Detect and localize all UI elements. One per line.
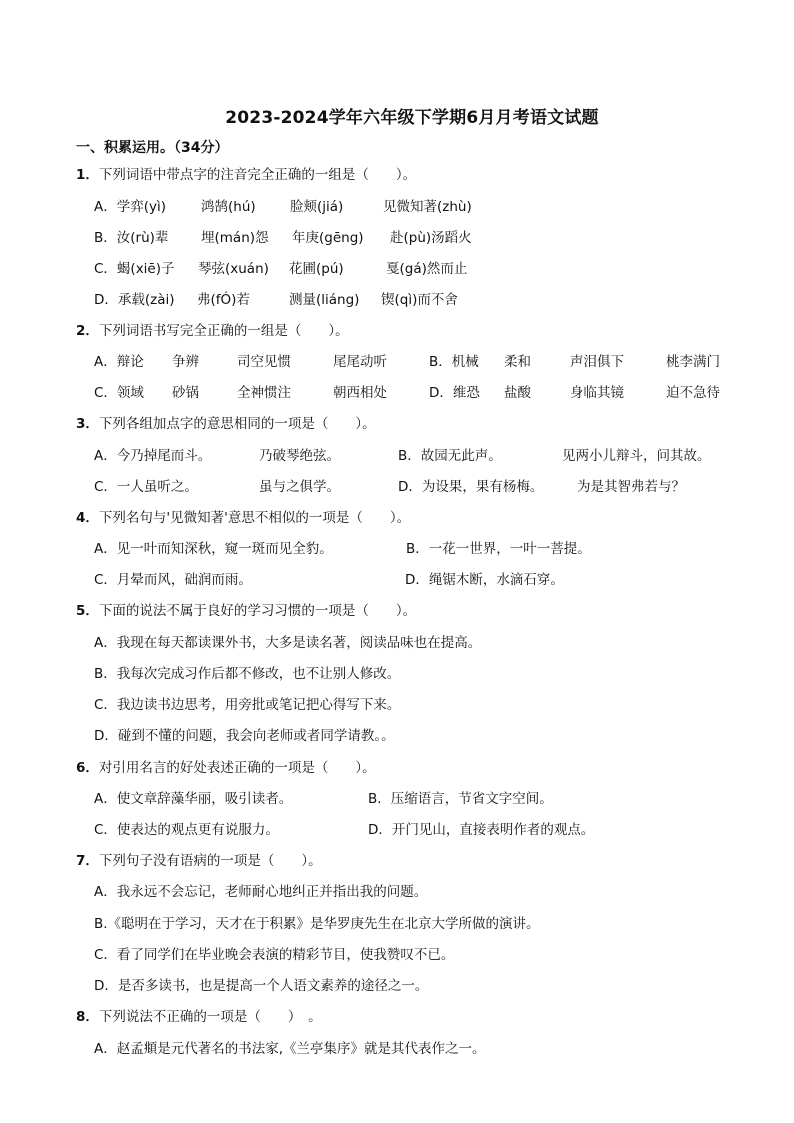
question-6 (76, 759, 376, 777)
option-item: 尾尾动听 (333, 354, 387, 370)
question-stem: 下列词语书写完全正确的一组是（ ）。 (98, 323, 349, 339)
question-8 (76, 1008, 322, 1026)
option-item: B．汝(rù)辈 (94, 230, 169, 246)
q7-option-c: C．看了同学们在毕业晚会表演的精彩节目，使我赞叹不已。 (94, 947, 455, 963)
option-item: 琴弦(xuán) (198, 261, 269, 277)
question-5 (76, 602, 416, 620)
option-item: 声泪俱下 (570, 354, 624, 370)
option-item: B．故园无此声。 (398, 448, 502, 464)
option-item: C．使表达的观点更有说服力。 (94, 822, 279, 838)
option-item: 虽与之俱学。 (259, 479, 340, 495)
question-3 (76, 415, 376, 433)
option-item: 全神惯注 (237, 385, 291, 401)
option-item: A．辩论 (94, 354, 144, 370)
page-title: 2023-2024学年六年级下学期6月月考语文试题 (225, 108, 599, 128)
option-item: B．一花一世界，一叶一菩提。 (406, 541, 591, 557)
option-item: 身临其镜 (570, 385, 624, 401)
question-stem: 对引用名言的好处表述正确的一项是（ ）。 (98, 760, 376, 776)
option-item: D．为设果，果有杨梅。 (398, 479, 544, 495)
option-item: D．承载(zài) (94, 292, 175, 308)
option-item: B．机械 (429, 354, 479, 370)
option-item: 戛(gá)然而止 (386, 261, 468, 277)
option-item: 朝西相处 (333, 385, 387, 401)
question-number: 5． (76, 603, 99, 619)
option-item: 争辨 (172, 354, 199, 370)
question-number: 7． (76, 853, 99, 869)
question-number: 3． (76, 416, 99, 432)
question-stem: 下列句子没有语病的一项是（ ）。 (98, 853, 322, 869)
question-stem: 下列各组加点字的意思相同的一项是（ ）。 (98, 416, 376, 432)
option-item: D．绳锯木断，水滴石穿。 (405, 572, 564, 588)
option-item: A．使文章辞藻华丽，吸引读者。 (94, 791, 293, 807)
q7-option-a: A．我永远不会忘记，老师耐心地纠正并指出我的问题。 (94, 884, 428, 900)
option-item: D．维恐 (429, 385, 480, 401)
question-7 (76, 852, 322, 870)
option-item: 锲(qì)而不舍 (381, 292, 458, 308)
q5-option-c: C．我边读书边思考，用旁批或笔记把心得写下来。 (94, 697, 401, 713)
option-item: A．学弈(yì) (94, 199, 167, 215)
option-item: A．今乃掉尾而斗。 (94, 448, 212, 464)
question-stem: 下面的说法不属于良好的学习习惯的一项是（ ）。 (98, 603, 417, 619)
option-item: 弗(fÓ)若 (197, 292, 250, 308)
option-item: A．见一叶而知深秋，窥一斑而见全豹。 (94, 541, 333, 557)
option-item: 见两小儿辩斗，问其故。 (562, 448, 711, 464)
option-item: 赴(pù)汤蹈火 (390, 230, 472, 246)
q5-option-a: A．我现在每天都读课外书，大多是读名著，阅读品味也在提高。 (94, 635, 482, 651)
section-heading: 一、积累运用。（34分） (76, 140, 229, 156)
option-item: 乃破琴绝弦。 (259, 448, 340, 464)
option-item: 司空见惯 (237, 354, 291, 370)
option-item: 盐酸 (504, 385, 531, 401)
question-number: 4． (76, 510, 99, 526)
question-number: 2． (76, 323, 99, 339)
question-2 (76, 322, 349, 340)
option-item: 柔和 (504, 354, 531, 370)
question-1 (76, 166, 416, 184)
option-item: 测量(liáng) (289, 292, 360, 308)
question-stem: 下列说法不正确的一项是（ ） 。 (98, 1009, 322, 1025)
question-stem: 下列名句与'见微知著'意思不相似的一项是（ ）。 (98, 510, 411, 526)
option-item: 见微知著(zhù) (383, 199, 472, 215)
q8-option-a: A．赵孟頫是元代著名的书法家,《兰亭集序》就是其代表作之一。 (94, 1041, 486, 1057)
question-number: 8． (76, 1009, 99, 1025)
question-stem: 下列词语中带点字的注音完全正确的一组是（ ）。 (98, 167, 417, 183)
option-item: 脸颊(jiá) (290, 199, 344, 215)
option-item: D．开门见山，直接表明作者的观点。 (368, 822, 595, 838)
q7-option-b: B.《聪明在于学习，天才在于积累》是华罗庚先生在北京大学所做的演讲。 (94, 916, 540, 932)
q5-option-b: B．我每次完成习作后都不修改，也不让别人修改。 (94, 666, 401, 682)
option-item: C．一人虽听之。 (94, 479, 198, 495)
question-4 (76, 509, 410, 527)
option-item: 鸿鹄(hú) (201, 199, 256, 215)
question-number: 1． (76, 167, 99, 183)
q7-option-d: D．是否多读书，也是提高一个人语文素养的途径之一。 (94, 978, 429, 994)
option-item: C．领域 (94, 385, 144, 401)
question-number: 6． (76, 760, 99, 776)
option-item: 年庚(gēng) (292, 230, 364, 246)
option-item: 砂锅 (172, 385, 199, 401)
option-item: 埋(mán)怨 (201, 230, 269, 246)
option-item: 为是其智弗若与？ (577, 479, 685, 495)
option-item: 桃李满门 (666, 354, 720, 370)
option-item: 迫不急待 (666, 385, 720, 401)
option-item: C．月晕而风，础润而雨。 (94, 572, 252, 588)
q5-option-d: D．碰到不懂的问题，我会向老师或者同学请教。。 (94, 728, 395, 744)
option-item: 花圃(pú) (289, 261, 344, 277)
option-item: B．压缩语言，节省文字空间。 (368, 791, 553, 807)
option-item: C．蝎(xiē)子 (94, 261, 175, 277)
